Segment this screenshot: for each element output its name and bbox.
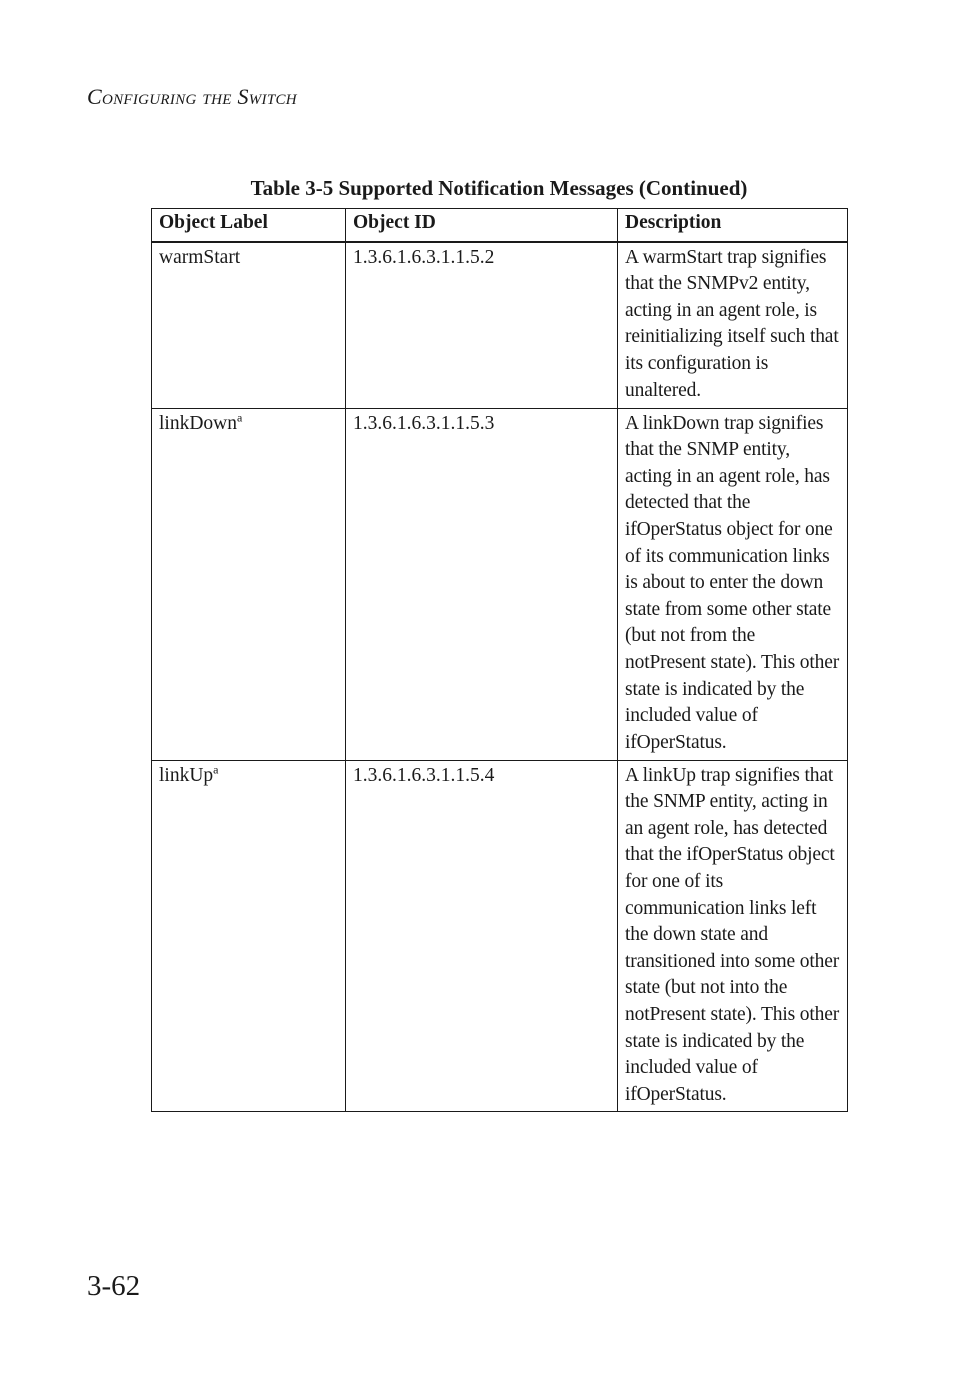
description-cell: A linkUp trap signifies that the SNMP entity, acting in an agent role, has detected that the ifOperStatus object for one of its communication links left the down state and transitioned into some other state (but not into the notPresent state). This other state is indicated by the included value of ifOperStatus. <box>618 760 848 1112</box>
column-header-object-label: Object Label <box>152 209 346 242</box>
column-header-object-id: Object ID <box>346 209 618 242</box>
running-header: Configuring the Switch <box>87 84 297 109</box>
object-label: linkUp <box>159 764 214 786</box>
footnote-marker: a <box>213 762 219 777</box>
description-cell: A warmStart trap signifies that the SNMPv2 entity, acting in an agent role, is reinitializing itself such that its configuration is unaltered. <box>618 242 848 409</box>
notification-messages-table <box>151 208 848 1112</box>
table-row <box>152 408 848 760</box>
footnote-marker: a <box>237 410 243 425</box>
object-label-cell <box>152 408 346 760</box>
object-label-cell <box>152 760 346 1112</box>
table-row <box>152 760 848 1112</box>
page-number: 3-62 <box>87 1270 141 1302</box>
table-row <box>152 242 848 409</box>
object-label: warmStart <box>159 246 241 268</box>
object-label-cell <box>152 242 346 409</box>
object-id-cell: 1.3.6.1.6.3.1.1.5.2 <box>346 242 618 409</box>
object-label: linkDown <box>159 412 237 434</box>
object-id-cell: 1.3.6.1.6.3.1.1.5.4 <box>346 760 618 1112</box>
object-id-cell: 1.3.6.1.6.3.1.1.5.3 <box>346 408 618 760</box>
table-caption: Table 3-5 Supported Notification Messages (Continued) <box>250 176 748 200</box>
column-header-description: Description <box>618 209 848 242</box>
table-header-row <box>152 209 848 242</box>
description-cell: A linkDown trap signifies that the SNMP entity, acting in an agent role, has detected that the ifOperStatus object for one of its communication links is about to enter the down state from some other state (but not from the notPresent state). This other state is indicated by the included value of ifOperStatus. <box>618 408 848 760</box>
